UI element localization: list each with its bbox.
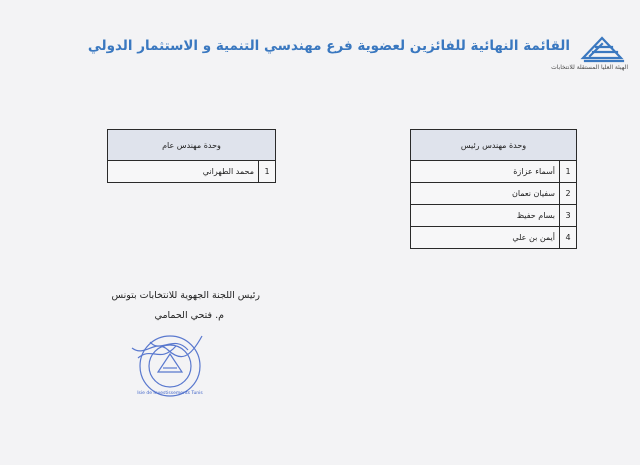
row-number: 1 [560,161,577,183]
table-row [411,161,577,183]
winner-name: سفيان نعمان [411,183,560,205]
winners-table-general-engineer [107,129,276,183]
table-heading: وحدة مهندس عام [108,130,276,161]
signatory-title: رئيس اللجنة الجهوية للانتخابات بتونس [111,290,260,301]
table-row [108,161,276,183]
row-number: 2 [560,183,577,205]
winner-name: أسماء عزازة [411,161,560,183]
table-row [411,227,577,249]
logo-caption: الهيئة العليا المستقلة للانتخابات [551,64,628,71]
winner-name: بسام حفيظ [411,205,560,227]
stamp-text: Isie de Investissements Tunis [137,391,203,396]
table-row [411,183,577,205]
table-heading: وحدة مهندس رئيس [411,130,577,161]
row-number: 3 [560,205,577,227]
winner-name: محمد الطهراني [108,161,259,183]
table-row [411,205,577,227]
row-number: 1 [259,161,276,183]
signatory-name: م. فتحي الحمامي [154,310,224,321]
page-title: القائمة النهائية للفائزين لعضوية فرع مهندسي التنمية و الاستثمار الدولي [87,38,570,54]
winner-name: أيمن بن علي [411,227,560,249]
winners-table-chief-engineer [410,129,577,249]
row-number: 4 [560,227,577,249]
official-stamp-icon [130,328,210,400]
